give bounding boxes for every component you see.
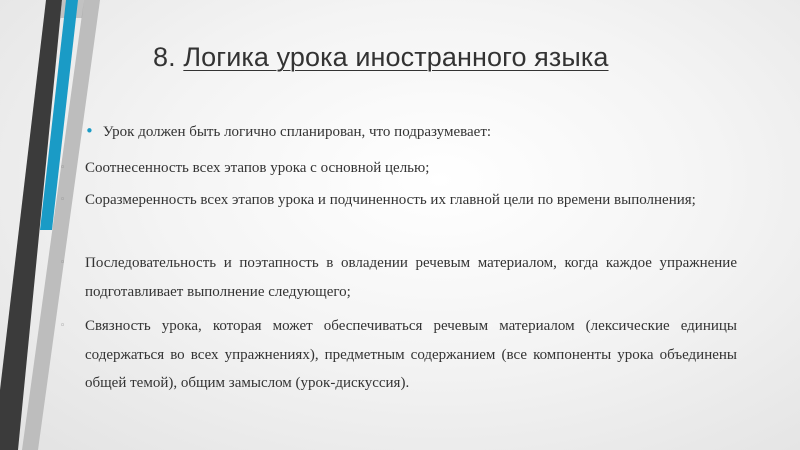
intro-text: Урок должен быть логично спланирован, что подразумевает: [102,124,492,140]
bullet-icon: ◦ [60,321,66,331]
list-item-text: Связность урока, которая может обеспечиваться речевым материалом (лексические единицы содержаться во всех упражнениях), предметным содержанием (все компоненты урока объединены общей темой), общим замыслом (урок-дискуссия). [85,318,737,391]
intro-line [85,122,491,141]
list-item [60,154,737,183]
bullet-icon: ◦ [60,163,66,173]
list-item [60,186,737,215]
list-item [60,249,737,306]
list-item-text: Соразмеренность всех этапов урока и подчиненность их главной цели по времени выполнения; [85,192,696,208]
title-text: Логика урока иностранного языка [183,42,609,72]
list-item [60,312,737,398]
bullet-icon: ◦ [60,258,66,268]
bullet-icon: ◦ [60,195,66,205]
title-number: 8. [153,42,176,72]
blue-bullet-icon: • [85,122,94,140]
list-item-text: Последовательность и поэтапность в овладении речевым материалом, когда каждое упражнение подготавливает выполнение следующего; [85,255,737,300]
list-item-text: Соотнесенность всех этапов урока с основной целью; [85,160,430,176]
slide-title [153,42,609,73]
